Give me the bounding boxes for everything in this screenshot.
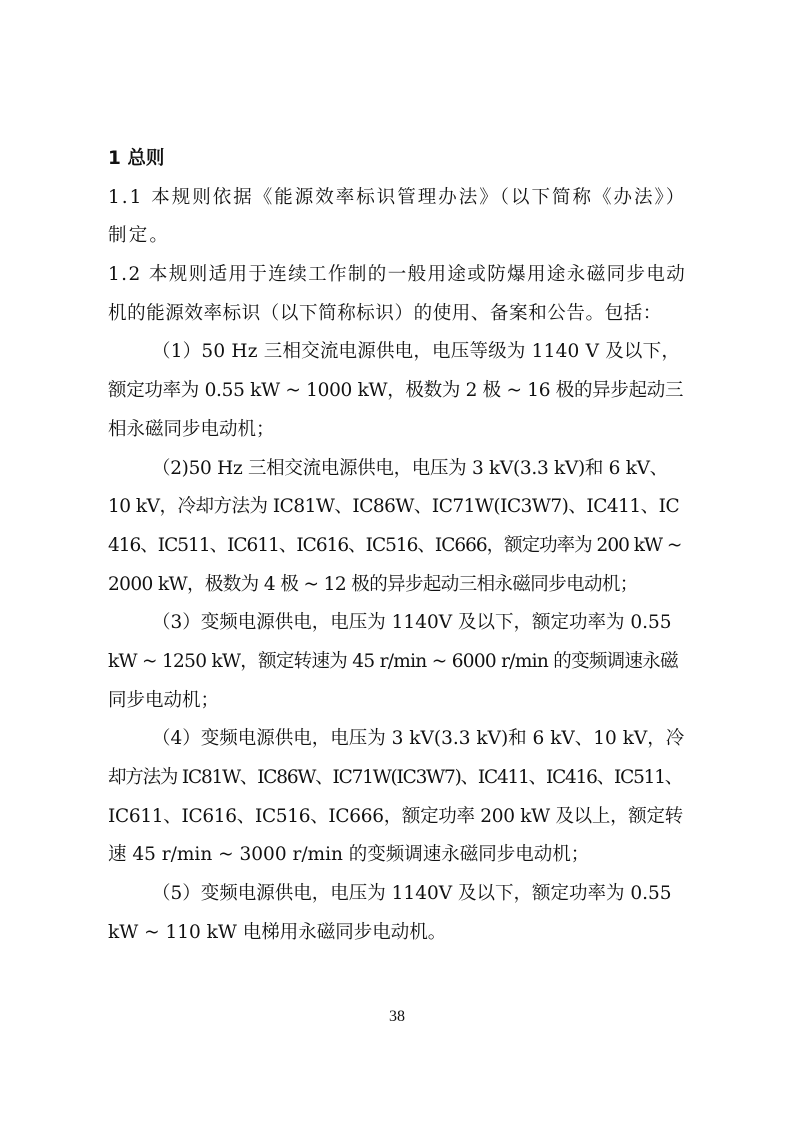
item-4-line-3: IC611、IC616、IC516、IC666，额定功率 200 kW 及以上，额定转: [108, 805, 683, 827]
item-4-line-4: 速 45 r/min ~ 3000 r/min 的变频调速永磁同步电动机；: [108, 844, 590, 866]
item-1-line-3: 相永磁同步电动机；: [108, 418, 275, 440]
item-4-line-2: 却方法为 IC81W、IC86W、IC71W(IC3W7)、IC411、IC416、IC511、: [108, 767, 683, 788]
item-3-line-3: 同步电动机；: [108, 689, 220, 711]
clause-1-1-line-1: 1.1 本规则依据《能源效率标识管理办法》（以下简称《办法》）: [108, 186, 687, 208]
item-2-line-4: 2000 kW，极数为 4 极 ~ 12 极的异步起动三相永磁同步电动机；: [108, 573, 638, 595]
item-2-line-1: （2)50 Hz 三相交流电源供电，电压为 3 kV(3.3 kV)和 6 kV、: [152, 457, 668, 479]
body-text: [108, 140, 686, 952]
clause-1-1-line-2: 制定。: [108, 225, 171, 247]
item-2-line-3: 416、IC511、IC611、IC616、IC516、IC666，额定功率为 200 kW ~: [108, 534, 682, 556]
item-1-line-2: 额定功率为 0.55 kW ~ 1000 kW，极数为 2 极 ~ 16 极的异步起动三: [108, 380, 684, 402]
item-4-line-1: （4）变频电源供电，电压为 3 kV(3.3 kV)和 6 kV、10 kV，冷: [152, 728, 685, 750]
item-3-line-1: （3）变频电源供电，电压为 1140V 及以下，额定功率为 0.55: [152, 612, 672, 634]
clause-1-2-line-2: 机的能源效率标识（以下简称标识）的使用、备案和公告。包括：: [108, 302, 662, 324]
clause-1-2-line-1: 1.2 本规则适用于连续工作制的一般用途或防爆用途永磁同步电动: [108, 264, 687, 286]
item-2-line-2: 10 kV，冷却方法为 IC81W、IC86W、IC71W(IC3W7)、IC411、IC: [108, 496, 680, 518]
item-1-line-1: （1）50 Hz 三相交流电源供电，电压等级为 1140 V 及以下，: [152, 341, 681, 363]
section-heading: 1 总则: [108, 148, 165, 169]
item-3-line-2: kW ~ 1250 kW，额定转速为 45 r/min ~ 6000 r/min 的变频调速永磁: [108, 650, 678, 672]
page-number: 38: [389, 1008, 405, 1025]
item-5-line-2: kW ~ 110 kW 电梯用永磁同步电动机。: [108, 921, 447, 943]
item-5-line-1: （5）变频电源供电，电压为 1140V 及以下，额定功率为 0.55: [152, 883, 672, 905]
